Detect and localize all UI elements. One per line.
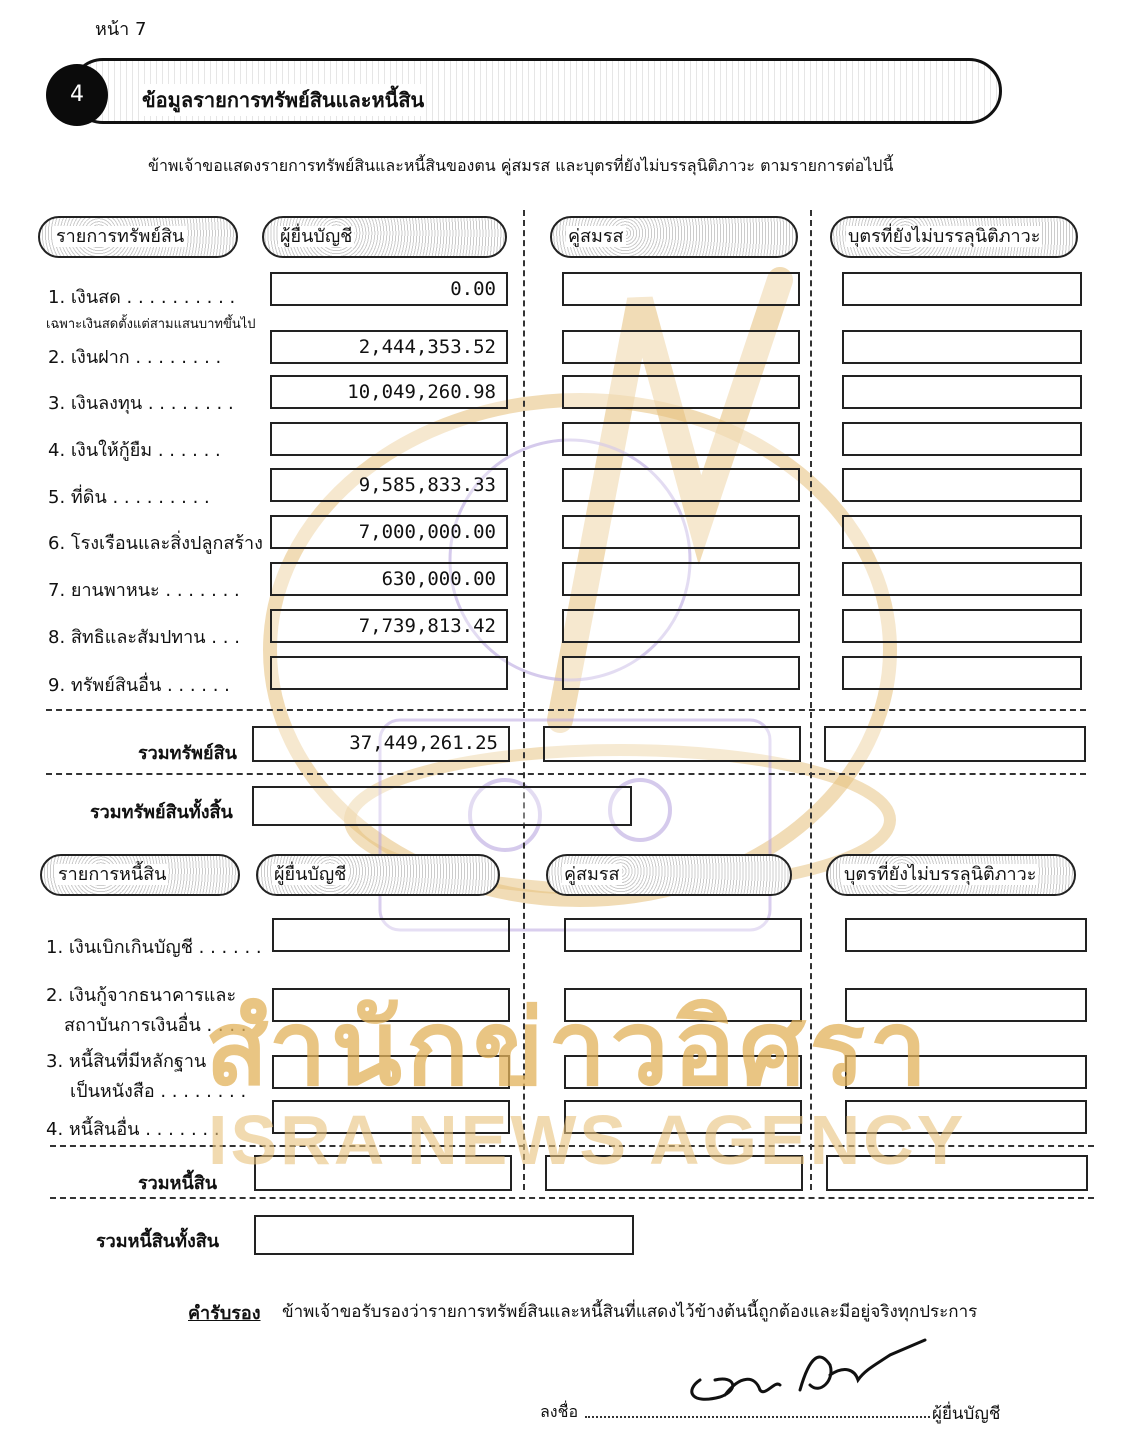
asset-total-children [824,726,1086,762]
liability-filer-value-3 [272,1055,510,1089]
liability-total-spouse [545,1155,803,1191]
asset-label-5: 5. ที่ดิน . . . . . . . . . [48,487,210,508]
asset-label-1: 1. เงินสด . . . . . . . . . . [48,287,236,308]
liability-filer-value-1 [272,918,510,952]
watermark-english-text: ISRA NEWS AGENCY [208,1101,967,1179]
liability-filer-value-2 [272,988,510,1022]
asset-filer-value-6: 7,000,000.00 [270,515,508,549]
asset-children-value-8 [842,609,1082,643]
asset-children-value-9 [842,656,1082,690]
signature-dotted-line [585,1416,930,1418]
section-number: 4 [70,82,84,107]
signature-role: ผู้ยื่นบัญชี [932,1404,1001,1424]
liability-spouse-value-3 [564,1055,802,1089]
asset-filer-value-1: 0.00 [270,272,508,306]
liability-label-2a: 2. เงินกู้จากธนาคารและ [46,985,237,1006]
liability-children-value-4 [845,1100,1087,1134]
asset-spouse-value-2 [562,330,800,364]
asset-children-value-4 [842,422,1082,456]
liability-children-value-3 [845,1055,1087,1089]
liability-label-2b: สถาบันการเงินอื่น . . . . [64,1015,247,1036]
asset-label-4: 4. เงินให้กู้ยืม . . . . . . [48,440,221,461]
page-number: หน้า 7 [95,19,147,40]
asset-label-3: 3. เงินลงทุน . . . . . . . . [48,393,234,414]
asset-filer-value-7: 630,000.00 [270,562,508,596]
liabilities-divider-bottom [50,1197,1094,1199]
asset-spouse-value-8 [562,609,800,643]
asset-total-spouse [543,726,801,762]
liability-children-value-2 [845,988,1087,1022]
asset-filer-value-5: 9,585,833.33 [270,468,508,502]
asset-label-2: 2. เงินฝาก . . . . . . . . [48,347,222,368]
asset-total-label: รวมทรัพย์สิน [138,743,237,764]
watermark-thai-text: สำนักข่าวอิศรา [205,987,932,1109]
assets-divider-bottom [46,773,1086,775]
section-number-badge [46,64,108,126]
liability-spouse-value-2 [564,988,802,1022]
asset-label-9: 9. ทรัพย์สินอื่น . . . . . . [48,675,230,696]
liability-spouse-value-1 [564,918,802,952]
liability-label-4: 4. หนี้สินอื่น . . . . . . . [46,1119,220,1140]
asset-total-filer: 37,449,261.25 [252,726,510,762]
intro-text: ข้าพเจ้าขอแสดงรายการทรัพย์สินและหนี้สินของตน คู่สมรส และบุตรที่ยังไม่บรรลุนิติภาวะ ตามรายการต่อไปนี้ [148,156,894,175]
liability-label-1: 1. เงินเบิกเกินบัญชี . . . . . . [46,937,262,958]
asset-spouse-value-3 [562,375,800,409]
liability-children-value-1 [845,918,1087,952]
assets-filer-header: ผู้ยื่นบัญชี [262,216,507,258]
asset-children-value-7 [842,562,1082,596]
asset-spouse-value-5 [562,468,800,502]
asset-spouse-value-7 [562,562,800,596]
liability-total-children [826,1155,1088,1191]
asset-filer-value-8: 7,739,813.42 [270,609,508,643]
liabilities-filer-header: ผู้ยื่นบัญชี [256,854,500,896]
liability-total-filer [254,1155,512,1191]
asset-label-8: 8. สิทธิและสัมปทาน . . . [48,627,240,648]
asset-filer-value-2: 2,444,353.52 [270,330,508,364]
liability-filer-value-4 [272,1100,510,1134]
liability-grand-total-label: รวมหนี้สินทั้งสิน [96,1231,220,1252]
liabilities-divider-top [50,1145,1094,1147]
asset-grand-total-label: รวมทรัพย์สินทั้งสิ้น [90,802,233,823]
asset-note-1: เฉพาะเงินสดตั้งแต่สามแสนบาทขึ้นไป [46,317,256,332]
liability-spouse-value-4 [564,1100,802,1134]
asset-filer-value-9 [270,656,508,690]
assets-spouse-header: คู่สมรส [550,216,798,258]
asset-filer-value-4 [270,422,508,456]
certification-text: ข้าพเจ้าขอรับรองว่ารายการทรัพย์สินและหนี้สินที่แสดงไว้ข้างต้นนี้ถูกต้องและมีอยู่จริงทุกประการ [282,1302,978,1322]
asset-spouse-value-4 [562,422,800,456]
asset-label-7: 7. ยานพาหนะ . . . . . . . [48,580,240,601]
assets-divider-top [46,709,1086,711]
asset-grand-total-value [252,786,632,826]
asset-spouse-value-1 [562,272,800,306]
liabilities-spouse-header: คู่สมรส [546,854,792,896]
asset-spouse-value-6 [562,515,800,549]
liability-label-3b: เป็นหนังสือ . . . . . . . . [70,1081,247,1102]
asset-children-value-2 [842,330,1082,364]
asset-filer-value-3: 10,049,260.98 [270,375,508,409]
column-divider-1 [523,210,525,1190]
liability-grand-total-value [254,1215,634,1255]
liability-total-label: รวมหนี้สิน [138,1173,218,1194]
section-title: ข้อมูลรายการทรัพย์สินและหนี้สิน [142,84,424,116]
column-divider-2 [810,210,812,1190]
asset-children-value-3 [842,375,1082,409]
liability-label-3a: 3. หนี้สินที่มีหลักฐาน [46,1051,207,1072]
signature-label: ลงชื่อ [540,1402,579,1421]
asset-children-value-6 [842,515,1082,549]
certification-title: คำรับรอง [188,1303,261,1324]
liabilities-children-header: บุตรที่ยังไม่บรรลุนิติภาวะ [826,854,1076,896]
handwritten-signature [680,1335,940,1415]
assets-children-header: บุตรที่ยังไม่บรรลุนิติภาวะ [830,216,1078,258]
asset-label-6: 6. โรงเรือนและสิ่งปลูกสร้าง [48,533,263,554]
assets-section-header: รายการทรัพย์สิน [38,216,238,258]
asset-children-value-5 [842,468,1082,502]
liabilities-section-header: รายการหนี้สิน [40,854,240,896]
asset-spouse-value-9 [562,656,800,690]
asset-children-value-1 [842,272,1082,306]
